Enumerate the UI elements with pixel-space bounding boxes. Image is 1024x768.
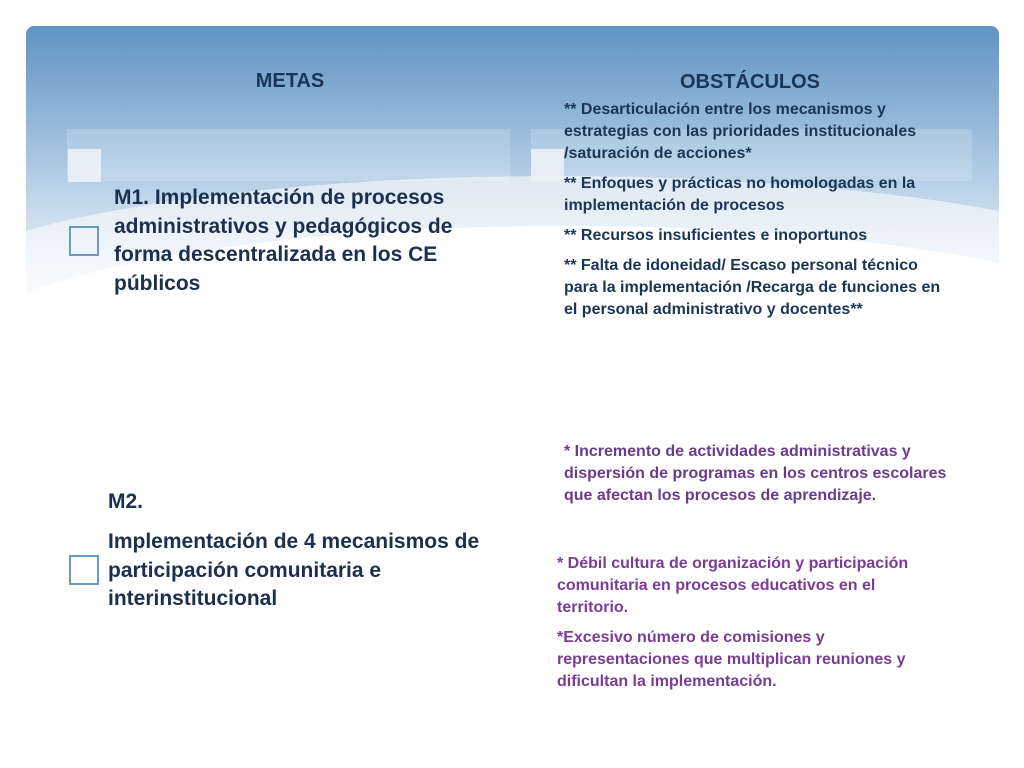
column-header-metas: METAS xyxy=(255,70,325,92)
obstacle-item: * Débil cultura de organización y participación comunitaria en procesos educativos en el territorio. xyxy=(557,555,909,616)
bullet-box-icon xyxy=(69,555,99,585)
m1-obstacles xyxy=(564,99,949,329)
column-header-obstaculos: OBSTÁCULOS xyxy=(680,71,820,93)
obstacle-item: ** Falta de idoneidad/ Escaso personal técnico para la implementación /Recarga de funciones en el personal administrativo y docentes** xyxy=(564,257,941,318)
goal-m2: Implementación de 4 mecanismos de participación comunitaria e interinstitucional xyxy=(108,530,480,610)
obstacle-item: ** Enfoques y prácticas no homologadas en la implementación de procesos xyxy=(564,175,916,214)
obstacle-item: * Incremento de actividades administrativas y dispersión de programas en los centros escolares que afectan los procesos de aprendizaje. xyxy=(564,443,947,504)
decor-square-right xyxy=(531,149,564,182)
decor-square-left xyxy=(68,149,101,182)
obstacle-item: ** Desarticulación entre los mecanismos y estrategias con las prioridades institucionales /saturación de acciones* xyxy=(564,101,917,162)
goal-m2-label: M2. xyxy=(108,490,144,513)
goal-m1: M1. Implementación de procesos administrativos y pedagógicos de forma descentralizada en los CE públicos xyxy=(114,186,453,295)
bullet-box-icon xyxy=(69,226,99,256)
m2-obstacles-b xyxy=(557,553,947,701)
obstacle-item: *Excesivo número de comisiones y representaciones que multiplican reuniones y dificultan la implementación. xyxy=(557,629,906,690)
obstacle-item: ** Recursos insuficientes e inoportunos xyxy=(564,227,868,244)
m2-obstacles-a xyxy=(564,441,949,515)
header-band-left xyxy=(67,129,510,181)
